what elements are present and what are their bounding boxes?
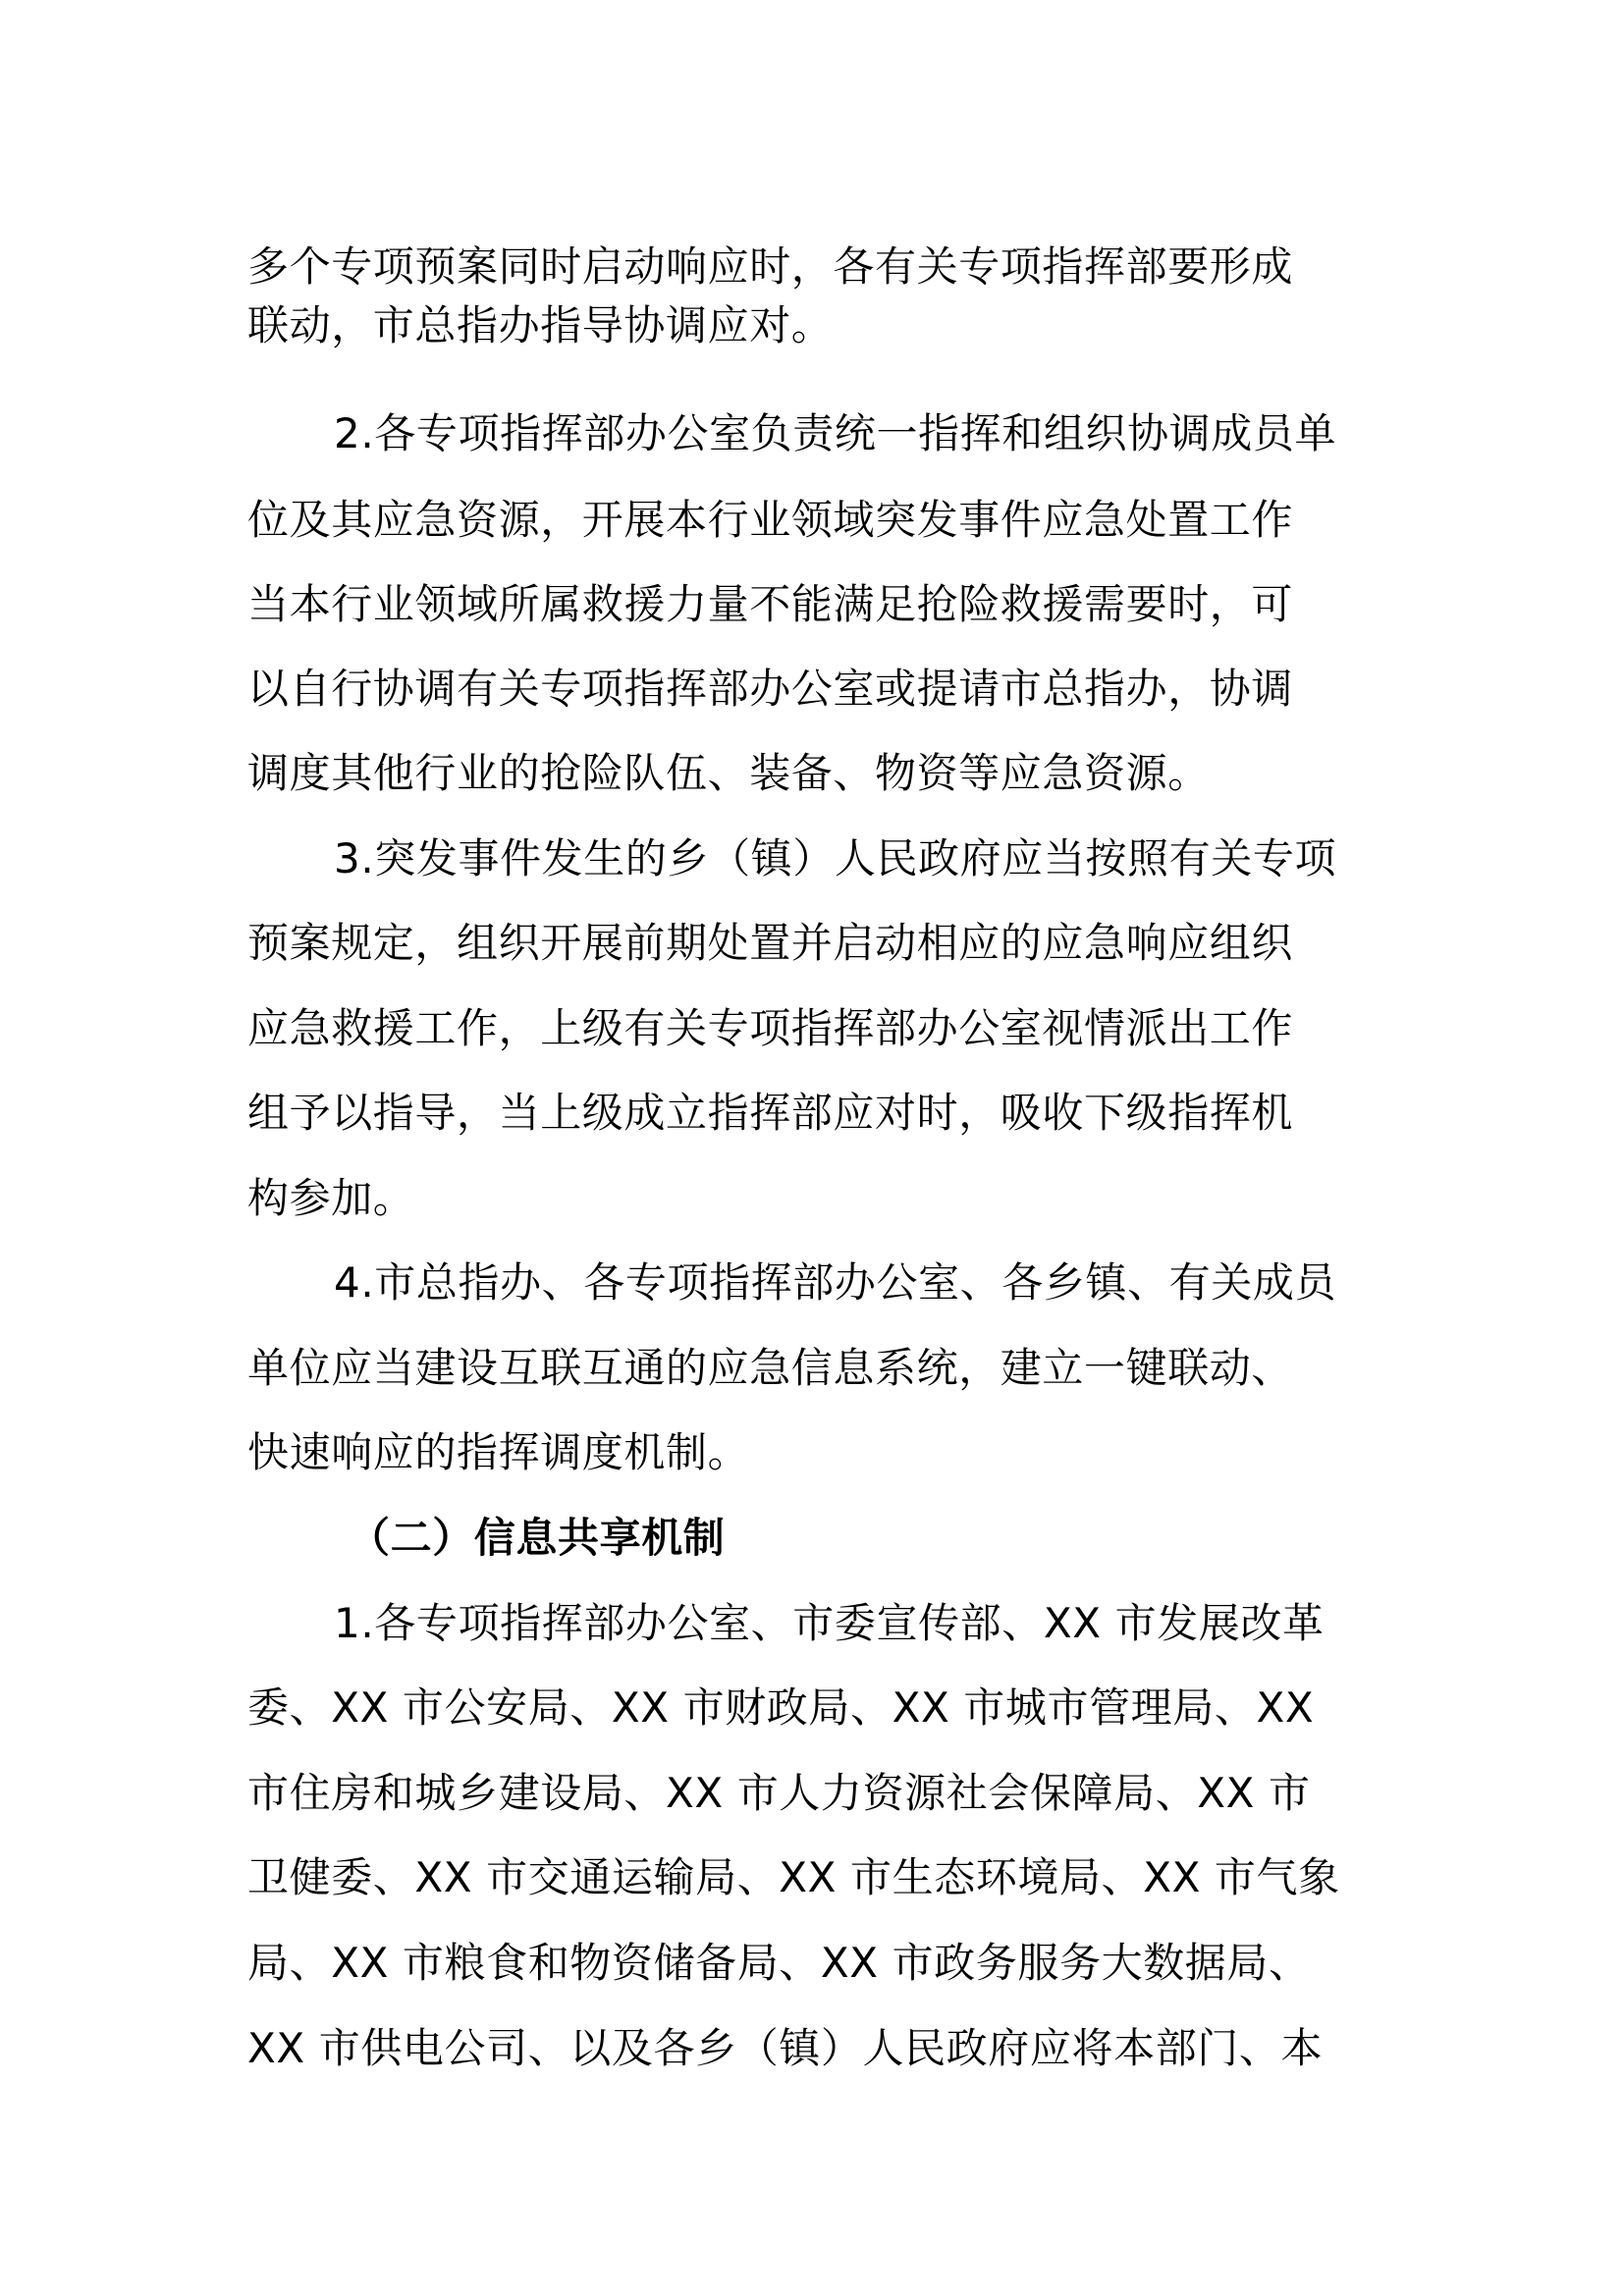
text-line-12: 构参加。 [247,1174,415,1222]
text-line-14: 单位应当建设互联互通的应急信息系统，建立一键联动、 [247,1344,1294,1392]
text-line-6: 以自行协调有关专项指挥部办公室或提请市总指办，协调 [247,665,1294,713]
text-line-7: 调度其他行业的抢险队伍、装备、物资等应急资源。 [247,749,1210,797]
text-line-1: 多个专项预案同时启动响应时，各有关专项指挥部要形成 [247,242,1294,291]
text-line-2: 联动，市总指办指导协调应对。 [247,301,834,349]
paragraph-4-line-1: 4.市总指办、各专项指挥部办公室、各乡镇、有关成员 [334,1258,1337,1307]
text-line-21: 局、XX 市粮食和物资储备局、XX 市政务服务大数据局、 [247,1939,1311,1987]
text-line-15: 快速响应的指挥调度机制。 [247,1428,750,1476]
text-line-10: 应急救援工作，上级有关专项指挥部办公室视情派出工作 [247,1004,1294,1052]
text-line-9: 预案规定，组织开展前期处置并启动相应的应急响应组织 [247,919,1294,967]
text-line-19: 市住房和城乡建设局、XX 市人力资源社会保障局、XX 市 [247,1769,1311,1817]
paragraph-3-line-1: 3.突发事件发生的乡（镇）人民政府应当按照有关专项 [334,834,1337,882]
text-line-4: 位及其应急资源，开展本行业领域突发事件应急处置工作 [247,496,1294,544]
section-heading: （二）信息共享机制 [349,1514,726,1562]
text-line-22: XX 市供电公司、以及各乡（镇）人民政府应将本部门、本 [247,2024,1324,2072]
text-line-18: 委、XX 市公安局、XX 市财政局、XX 市城市管理局、XX [247,1683,1315,1732]
text-line-11: 组予以指导，当上级成立指挥部应对时，吸收下级指挥机 [247,1089,1294,1137]
text-line-5: 当本行业领域所属救援力量不能满足抢险救援需要时，可 [247,580,1294,628]
paragraph-2-line-1: 2.各专项指挥部办公室负责统一指挥和组织协调成员单 [334,409,1337,457]
paragraph-5-line-1: 1.各专项指挥部办公室、市委宣传部、XX 市发展改革 [334,1599,1325,1647]
text-line-20: 卫健委、XX 市交通运输局、XX 市生态环境局、XX 市气象 [247,1853,1340,1901]
